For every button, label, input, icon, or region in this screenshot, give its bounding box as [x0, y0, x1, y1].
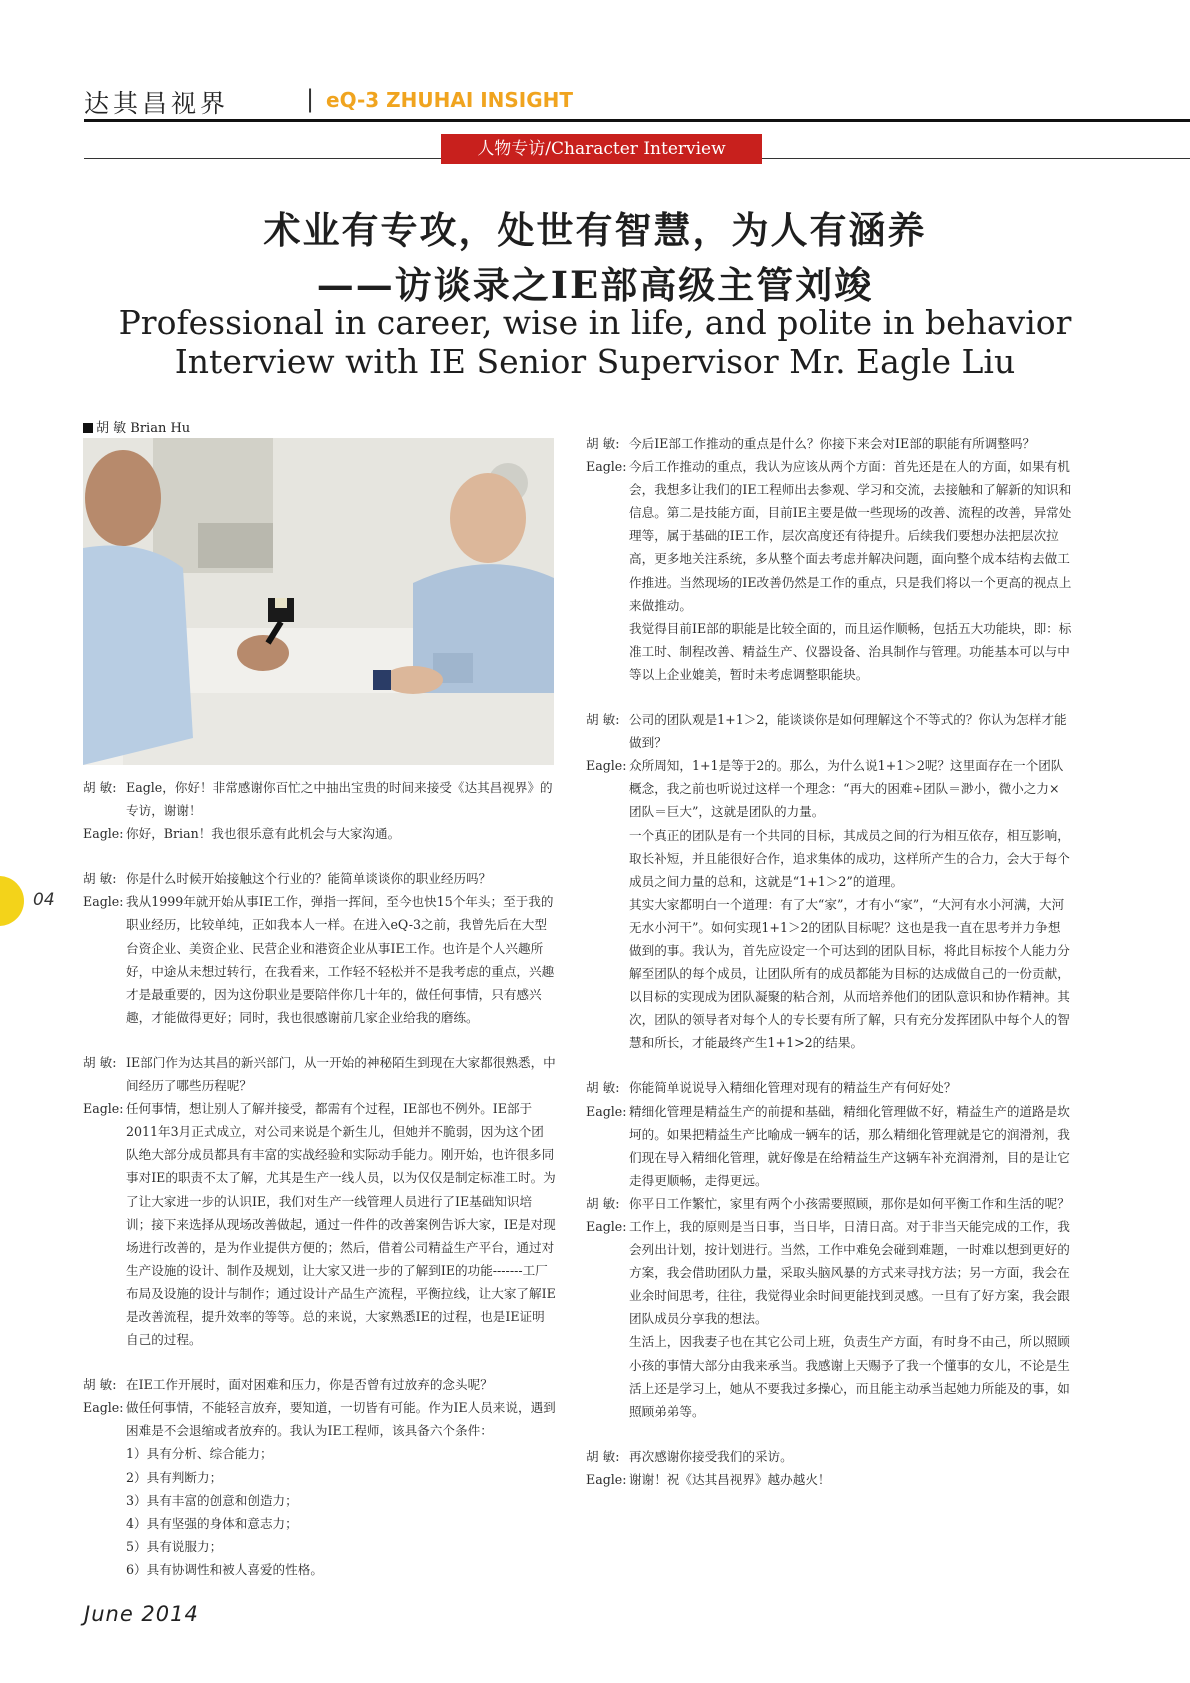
speaker-label: Eagle: [586, 1471, 627, 1487]
speaker-label: 胡 敏: [83, 871, 117, 887]
qa-paragraph [83, 867, 556, 890]
qa-paragraph [586, 824, 1072, 893]
byline-square-icon [83, 423, 93, 433]
paragraph-text: 众所周知，1+1是等于2的。那么，为什么说1+1＞2呢？这里面存在一个团队概念，我之前也听说过这样一个理念：“再大的困难÷团队＝渺小，微小之力×团队＝巨大”，这就是团队的力量。 [629, 758, 1064, 820]
speaker-label: 胡 敏: [83, 1054, 117, 1070]
list-item-text: 2）具有判断力； [126, 1469, 223, 1485]
paragraph-text: IE部门作为达其昌的新兴部门，从一开始的神秘陌生到现在大家都很熟悉，中间经历了哪些历程呢？ [126, 1054, 556, 1094]
qa-paragraph [586, 1076, 1072, 1099]
page-marker [0, 876, 24, 926]
speaker-label: 胡 敏: [586, 1080, 620, 1096]
speaker-label: 胡 敏: [586, 1195, 620, 1211]
qa-paragraph [83, 1097, 556, 1351]
paragraph-text: 生活上，因我妻子也在其它公司上班，负责生产方面，有时身不由己，所以照顾小孩的事情大部分由我来承当。我感谢上天赐予了我一个懂事的女儿，不论是生活上还是学习上，她从不要我过多操心，而且能主动承当起她力所能及的事，如照顾弟弟等。 [629, 1334, 1070, 1419]
speaker-label: 胡 敏: [586, 1448, 620, 1464]
paragraph-text: 我从1999年就开始从事IE工作，弹指一挥间，至今也快15个年头；至于我的职业经历，比较单纯，正如我本人一样。在进入eQ-3之前，我曾先后在大型台资企业、美资企业、民营企业和港资企业从事IE工作。也许是个人兴趣所好，中途从未想过转行，在我看来，工作轻不轻松并不是我考虑的重点，兴趣才是最重要的，因为这份职业是要陪伴你几十年的，做任何事情，只有感兴趣，才能做得更好；同时，我也很感谢前几家企业给我的磨练。 [126, 894, 555, 1025]
speaker-label: Eagle: [586, 459, 627, 475]
interview-photo [83, 438, 554, 765]
title-en-line2: Interview with IE Senior Supervisor Mr. Eagle Liu [174, 342, 1016, 381]
interview-photo-illustration [83, 438, 554, 765]
title-en-line1: Professional in career, wise in life, and polite in behavior [118, 303, 1072, 342]
qa-paragraph [586, 1192, 1072, 1215]
paragraph-gap [586, 1054, 1072, 1076]
paragraph-text: 今后工作推动的重点，我认为应该从两个方面：首先还是在人的方面，如果有机会，我想多让我们的IE工程师出去参观、学习和交流，去接触和了解新的知识和信息。第二是技能方面，目前IE主要是做一些现场的改善、流程的改善，异常处理等，属于基础的IE工作，层次高度还有待提升。后续我们要想办法把层次拉高，更多地关注系统，多从整个面去考虑并解决问题，面向整个成本结构去做工作推进。当然现场的IE改善仍然是工作的重点，只是我们将以一个更高的视点上来做推动。 [629, 459, 1072, 613]
right-column [586, 432, 1072, 1491]
paragraph-text: 再次感谢你接受我们的采访。 [629, 1448, 793, 1464]
qa-paragraph [586, 708, 1072, 754]
qa-paragraph [586, 1330, 1072, 1422]
qa-paragraph [586, 1215, 1072, 1330]
paragraph-text: 你好，Brian！我也很乐意有此机会与大家沟通。 [126, 826, 401, 842]
paragraph-text: 你是什么时候开始接触这个行业的？能简单谈谈你的职业经历吗？ [126, 871, 492, 887]
list-item [83, 1466, 556, 1489]
magazine-header [84, 84, 1190, 120]
paragraph-gap [586, 686, 1072, 708]
list-item-text: 6）具有协调性和被人喜爱的性格。 [126, 1561, 323, 1577]
speaker-label: Eagle: [83, 826, 124, 842]
speaker-label: Eagle: [83, 1400, 124, 1416]
speaker-label: 胡 敏: [83, 780, 117, 795]
paragraph-text: Eagle，你好！非常感谢你百忙之中抽出宝贵的时间来接受《达其昌视界》的专访，谢谢！ [126, 780, 553, 819]
qa-paragraph [83, 890, 556, 1029]
list-item [83, 1558, 556, 1581]
title-cn-line2: ——访谈录之IE部高级主管刘竣 [316, 263, 874, 307]
speaker-label: Eagle: [586, 758, 627, 774]
paragraph-gap [83, 845, 556, 867]
qa-paragraph [83, 822, 556, 845]
qa-paragraph [586, 893, 1072, 1055]
page-number: 04 [33, 890, 55, 910]
issue-date: June 2014 [84, 1602, 199, 1626]
qa-paragraph [83, 1051, 556, 1097]
brand-separator: | [306, 85, 315, 113]
list-item-text: 5）具有说服力； [126, 1538, 223, 1554]
paragraph-text: 我觉得目前IE部的职能是比较全面的，而且运作顺畅，包括五大功能块，即：标准工时、制程改善、精益生产、仪器设备、治具制作与管理。功能基本可以与中等以上企业媲美，暂时未考虑调整职能块。 [629, 620, 1072, 682]
list-item [83, 1489, 556, 1512]
qa-paragraph [83, 776, 556, 822]
paragraph-text: 你平日工作繁忙，家里有两个小孩需要照顾，那你是如何平衡工作和生活的呢？ [629, 1195, 1070, 1211]
qa-paragraph [586, 754, 1072, 823]
speaker-label: 胡 敏: [586, 436, 620, 451]
left-column [83, 776, 556, 1581]
list-item-text: 4）具有坚强的身体和意志力； [126, 1515, 298, 1531]
list-item [83, 1442, 556, 1465]
list-item-text: 3）具有丰富的创意和创造力； [126, 1492, 298, 1508]
paragraph-text: 你能简单说说导入精细化管理对现有的精益生产有何好处？ [629, 1080, 957, 1096]
speaker-label: Eagle: [586, 1219, 627, 1234]
paragraph-text: 精细化管理是精益生产的前提和基础，精细化管理做不好，精益生产的道路是坎坷的。如果把精益生产比喻成一辆车的话，那么精细化管理就是它的润滑剂，我们现在导入精细化管理，就好像是在给精益生产这辆车补充润滑剂，目的是让它走得更顺畅，走得更远。 [629, 1103, 1070, 1188]
qa-paragraph [83, 1396, 556, 1442]
speaker-label: 胡 敏: [83, 1377, 117, 1393]
qa-paragraph [586, 1445, 1072, 1468]
qa-paragraph [586, 1100, 1072, 1192]
list-item [83, 1535, 556, 1558]
qa-paragraph [586, 455, 1072, 617]
paragraph-text: 任何事情，想让别人了解并接受，都需有个过程，IE部也不例外。IE部于2011年3月正式成立，对公司来说是个新生儿，但她并不脆弱，因为这个团队绝大部分成员都具有丰富的实战经验和实际动手能力。刚开始，也许很多同事对IE的职责不太了解，尤其是生产一线人员，以为仅仅是制定标准工时。为了让大家进一步的认识IE，我们对生产一线管理人员进行了IE基础知识培训；接下来选择从现场改善做起，通过一件件的改善案例告诉大家，IE是对现场进行改善的，是为作业提供方便的；然后，借着公司精益生产平台，通过对生产设施的设计、制作及规划，让大家又进一步的了解到IE的功能-------工厂布局及设施的设计与制作；通过设计产品生产流程，平衡拉线，让大家了解IE是改善流程，提升效率的等等。总的来说，大家熟悉IE的过程，也是IE证明自己的过程。 [126, 1101, 556, 1348]
list-item-text: 1）具有分析、综合能力； [126, 1446, 273, 1462]
paragraph-gap [83, 1029, 556, 1051]
paragraph-text: 其实大家都明白一个道理：有了大“家”，才有小“家”，“大河有水小河满，大河无水小河干”。如何实现1+1＞2的团队目标呢？这也是我一直在思考并力争想做到的事。我认为，首先应设定一个可达到的团队目标，将此目标按个人能力分解至团队的每个成员，让团队所有的成员都能为目标的达成做自己的一份贡献，以目标的实现成为团队凝聚的粘合剂，从而培养他们的团队意识和协作精神。其次，团队的领导者对每个人的专长要有所了解，只有充分发挥团队中每个人的智慧和所长，才能最终产生1+1>2的结果。 [629, 896, 1070, 1051]
qa-paragraph [586, 617, 1072, 686]
speaker-label: 胡 敏: [586, 712, 620, 728]
brand-name-cn: 达其昌视界 [84, 89, 230, 118]
header-rule [84, 119, 1190, 122]
byline [83, 417, 190, 436]
paragraph-text: 一个真正的团队是有一个共同的目标，其成员之间的行为相互依存，相互影响，取长补短，并且能很好合作，追求集体的成功，这样所产生的合力，会大于每个成员之间力量的总和，这就是“1+1＞2”的道理。 [629, 827, 1070, 889]
speaker-label: Eagle: [83, 1101, 124, 1117]
paragraph-text: 公司的团队观是1+1＞2，能谈谈你是如何理解这个不等式的？你认为怎样才能做到？ [629, 712, 1067, 751]
paragraph-gap [586, 1423, 1072, 1445]
qa-paragraph [586, 1468, 1072, 1491]
list-item [83, 1512, 556, 1535]
paragraph-text: 做任何事情，不能轻言放弃，要知道，一切皆有可能。作为IE人员来说，遇到困难是不会退缩或者放弃的。我认为IE工程师，该具备六个条件： [126, 1400, 556, 1439]
paragraph-gap [83, 1351, 556, 1373]
paragraph-text: 今后IE部工作推动的重点是什么？你接下来会对IE部的职能有所调整吗？ [629, 436, 1036, 451]
qa-paragraph [586, 432, 1072, 455]
speaker-label: Eagle: [586, 1103, 627, 1119]
byline-author: 胡 敏 Brian Hu [96, 421, 191, 436]
brand-name-en: eQ-3 ZHUHAI INSIGHT [326, 88, 574, 112]
title-cn-line1: 术业有专攻，处世有智慧，为人有涵养 [263, 208, 927, 252]
speaker-label: Eagle: [83, 894, 124, 910]
paragraph-text: 谢谢！祝《达其昌视界》越办越火！ [629, 1471, 831, 1487]
section-tag: 人物专访/Character Interview [441, 134, 762, 164]
paragraph-text: 在IE工作开展时，面对困难和压力，你是否曾有过放弃的念头呢？ [126, 1377, 493, 1393]
paragraph-text: 工作上，我的原则是当日事，当日毕，日清日高。对于非当天能完成的工作，我会列出计划，按计划进行。当然，工作中难免会碰到难题，一时难以想到更好的方案，我会借助团队力量，采取头脑风暴的方式来寻找方法；另一方面，我会在业余时间思考，往往，我觉得业余时间更能找到灵感。一旦有了好方案，我会跟团队成员分享我的想法。 [629, 1219, 1070, 1327]
qa-paragraph [83, 1373, 556, 1396]
